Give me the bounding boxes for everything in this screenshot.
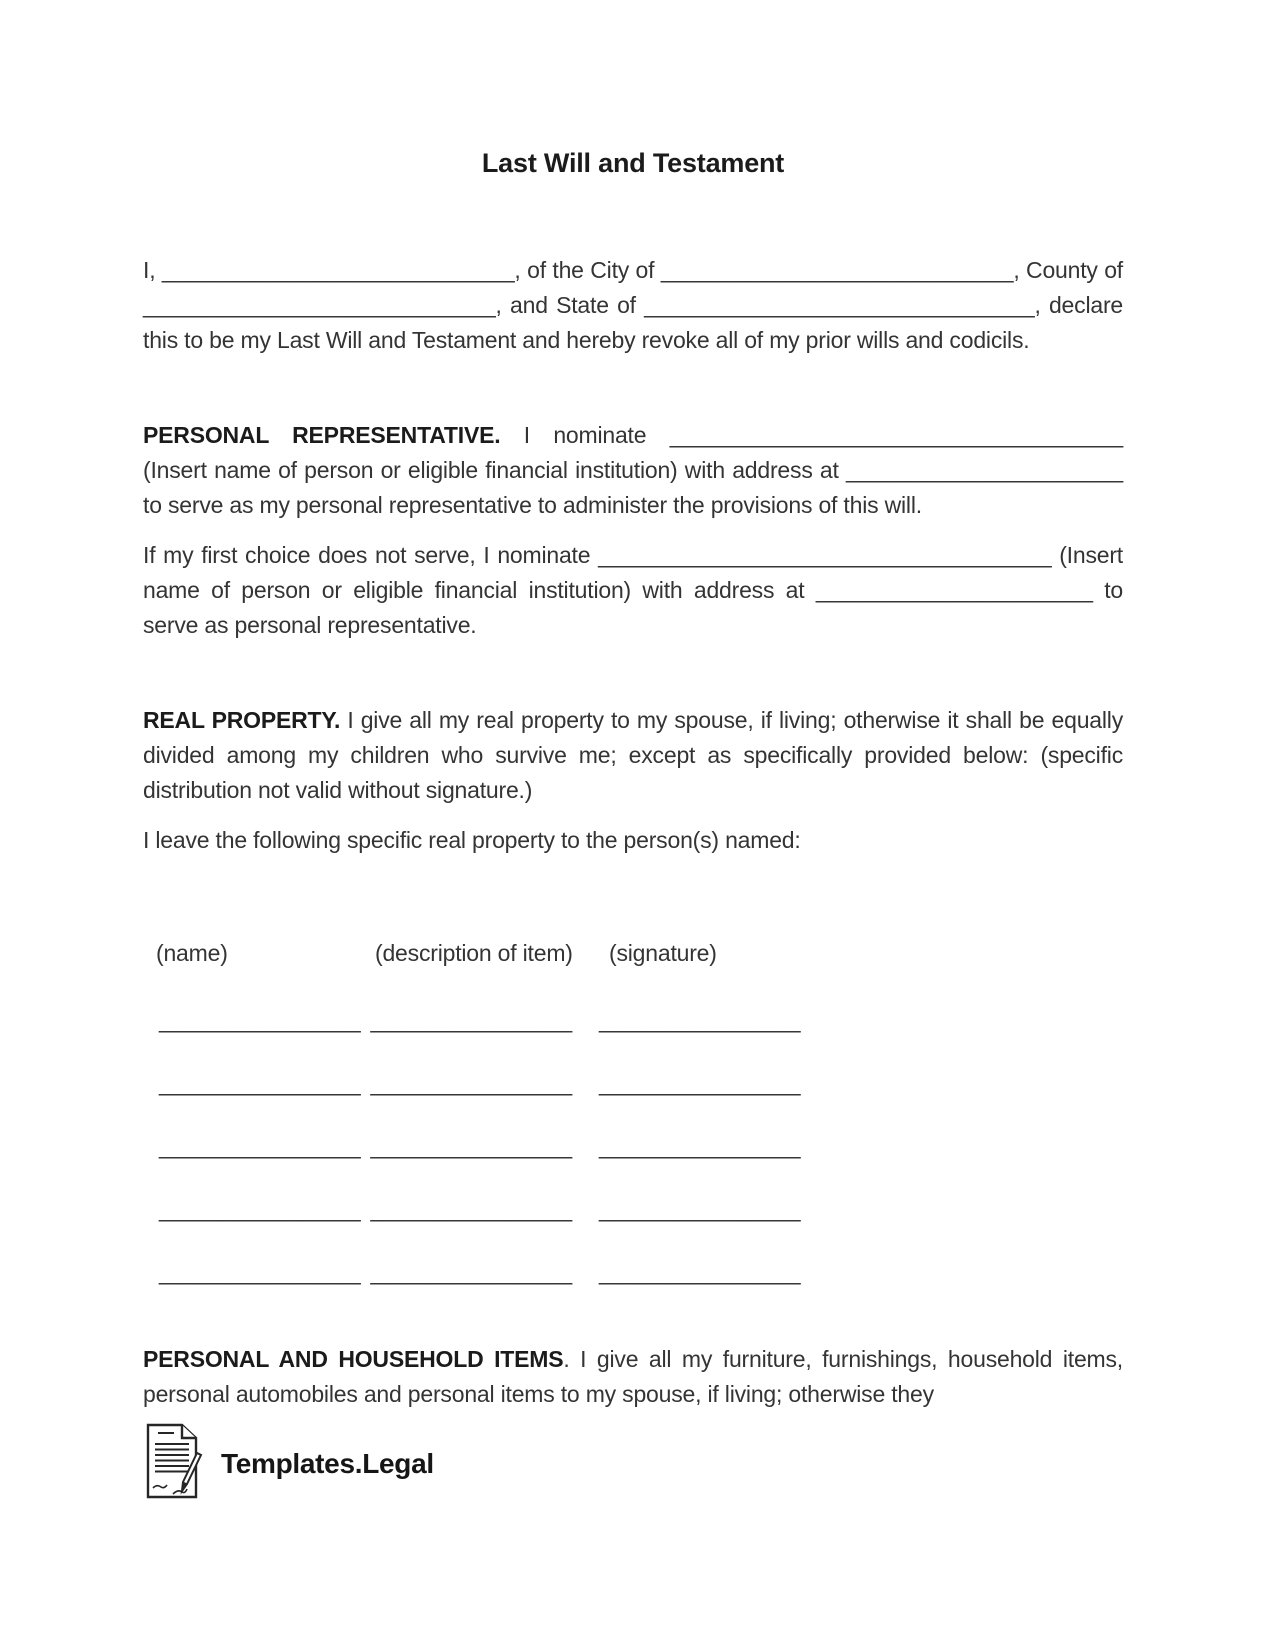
real-property-paragraph <box>143 703 1123 808</box>
intro-paragraph: I, ____________________________, of the City of ____________________________, County of ____________________________, and State of _______________________________, declare this to be my Last Will and Testament and hereby revoke all of my prior wills and codicils. <box>143 257 1123 353</box>
footer-brand <box>143 1422 1123 1505</box>
document-pen-logo-icon <box>143 1422 205 1505</box>
blank-line-description: ________________ <box>370 1133 572 1159</box>
blank-line-signature: ________________ <box>598 1259 801 1285</box>
table-row <box>143 1034 1123 1097</box>
brand-name: Templates.Legal <box>221 1447 434 1479</box>
column-header-name: (name) <box>156 940 228 966</box>
blank-line-name: ________________ <box>159 1133 361 1159</box>
blank-line-name: ________________ <box>159 1259 361 1285</box>
blank-line-description: ________________ <box>370 1196 572 1222</box>
personal-representative-heading: PERSONAL REPRESENTATIVE. <box>143 422 501 448</box>
blank-line-name: ________________ <box>159 1007 361 1033</box>
alternate-representative-paragraph: If my first choice does not serve, I nominate ____________________________________ (Insert name of person or eligible financial institution) with address at ______________________ to serve as personal representative. <box>143 542 1123 638</box>
blank-line-description: ________________ <box>370 1007 572 1033</box>
property-table <box>143 971 1123 1286</box>
personal-representative-body: I nominate ____________________________________ (Insert name of person or eligible financial institution) with address at ______________________ to serve as my personal representative to administer the provisions of this will. <box>143 422 1123 518</box>
blank-line-description: ________________ <box>370 1259 572 1285</box>
column-header-signature: (signature) <box>609 940 717 966</box>
table-row <box>143 971 1123 1034</box>
real-property-heading: REAL PROPERTY. <box>143 707 341 733</box>
blank-line-description: ________________ <box>370 1070 572 1096</box>
property-table-header <box>143 936 1123 971</box>
household-items-body: . I give all my furniture, furnishings, household items, personal automobiles and personal items to my spouse, if living; otherwise they <box>143 1346 1124 1407</box>
blank-line-signature: ________________ <box>598 1070 801 1096</box>
blank-line-signature: ________________ <box>598 1196 801 1222</box>
real-property-lead-in: I leave the following specific real property to the person(s) named: <box>143 827 801 853</box>
blank-line-name: ________________ <box>159 1070 361 1096</box>
household-items-paragraph <box>143 1342 1123 1412</box>
table-row <box>143 1223 1123 1286</box>
document-title: Last Will and Testament <box>481 148 785 178</box>
blank-line-signature: ________________ <box>598 1007 801 1033</box>
table-row <box>143 1160 1123 1223</box>
table-row <box>143 1097 1123 1160</box>
blank-line-name: ________________ <box>159 1196 361 1222</box>
real-property-body: I give all my real property to my spouse, if living; otherwise it shall be equally divided among my children who survive me; except as specifically provided below: (specific distribution not valid without signature.) <box>143 707 1123 803</box>
household-items-heading: PERSONAL AND HOUSEHOLD ITEMS <box>143 1346 564 1372</box>
column-header-description: (description of item) <box>375 940 573 966</box>
personal-representative-paragraph <box>143 418 1123 523</box>
blank-line-signature: ________________ <box>598 1133 801 1159</box>
